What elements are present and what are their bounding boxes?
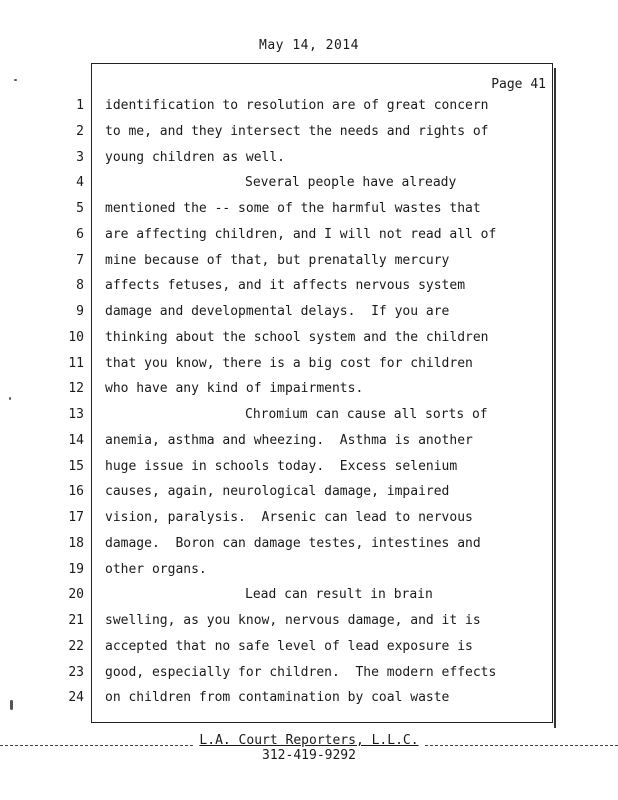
transcript-line: Lead can result in brain <box>245 587 433 602</box>
transcript-line: good, especially for children. The modern effects <box>105 665 497 680</box>
transcript-line: Several people have already <box>245 175 457 190</box>
line-number: 15 <box>68 459 84 474</box>
line-number: 19 <box>68 562 84 577</box>
line-number: 9 <box>76 304 84 319</box>
transcript-line: accepted that no safe level of lead exposure is <box>105 639 473 654</box>
transcript-line: thinking about the school system and the children <box>105 330 489 345</box>
transcript-line: to me, and they intersect the needs and rights of <box>105 124 489 139</box>
transcript-line: huge issue in schools today. Excess selenium <box>105 459 458 474</box>
scan-speck <box>10 700 13 710</box>
transcript-line: anemia, asthma and wheezing. Asthma is another <box>105 433 473 448</box>
line-number: 4 <box>76 175 84 190</box>
line-number: 14 <box>68 433 84 448</box>
line-number: 7 <box>76 253 84 268</box>
line-number: 22 <box>68 639 84 654</box>
transcript-line: Chromium can cause all sorts of <box>245 407 488 422</box>
transcript-line: mentioned the -- some of the harmful wastes that <box>105 201 481 216</box>
line-number: 24 <box>68 690 84 705</box>
line-number: 10 <box>68 330 84 345</box>
line-number: 8 <box>76 278 84 293</box>
line-number: 18 <box>68 536 84 551</box>
line-number: 5 <box>76 201 84 216</box>
court-reporter-phone: 312-419-9292 <box>262 748 356 763</box>
transcript-line: young children as well. <box>105 150 286 165</box>
line-number: 3 <box>76 150 84 165</box>
transcript-line: are affecting children, and I will not read all of <box>105 227 497 242</box>
transcript-line: damage and developmental delays. If you are <box>105 304 450 319</box>
transcript-line: affects fetuses, and it affects nervous system <box>105 278 466 293</box>
transcript-line: damage. Boron can damage testes, intestines and <box>105 536 481 551</box>
line-number: 6 <box>76 227 84 242</box>
line-number: 17 <box>68 510 84 525</box>
line-number: 23 <box>68 665 84 680</box>
line-number: 20 <box>68 587 84 602</box>
transcript-date: May 14, 2014 <box>259 38 359 53</box>
transcript-line: that you know, there is a big cost for children <box>105 356 473 371</box>
transcript-line: swelling, as you know, nervous damage, and it is <box>105 613 481 628</box>
transcript-line: vision, paralysis. Arsenic can lead to nervous <box>105 510 473 525</box>
line-number: 2 <box>76 124 84 139</box>
transcript-line: causes, again, neurological damage, impaired <box>105 484 450 499</box>
line-number: 21 <box>68 613 84 628</box>
court-reporter-name: L.A. Court Reporters, L.L.C. <box>0 733 618 748</box>
page-number: Page 41 <box>491 77 546 92</box>
transcript-line: other organs. <box>105 562 207 577</box>
line-number: 1 <box>76 98 84 113</box>
scan-speck <box>9 397 11 400</box>
line-number: 12 <box>68 381 84 396</box>
line-number: 13 <box>68 407 84 422</box>
transcript-line: on children from contamination by coal waste <box>105 690 450 705</box>
line-number: 16 <box>68 484 84 499</box>
scan-speck <box>14 79 17 81</box>
transcript-line: who have any kind of impairments. <box>105 381 364 396</box>
transcript-line: identification to resolution are of great concern <box>105 98 489 113</box>
transcript-line: mine because of that, but prenatally mercury <box>105 253 450 268</box>
line-number: 11 <box>68 356 84 371</box>
